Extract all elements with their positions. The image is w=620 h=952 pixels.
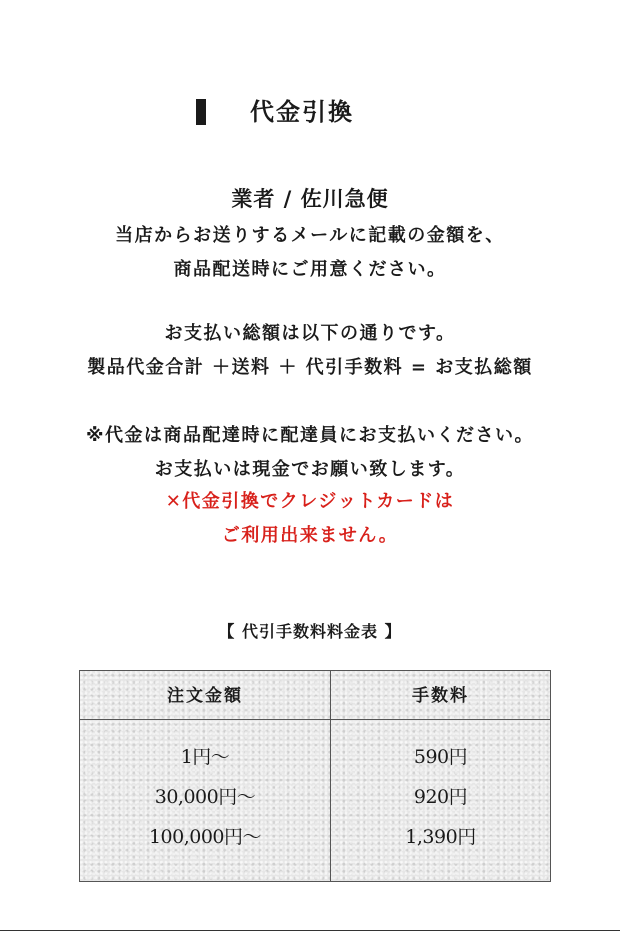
table-header-divider	[80, 719, 550, 720]
fee-table	[79, 670, 551, 882]
no-credit-warning-2: ご利用出来ません。	[221, 525, 399, 546]
instruction-line-1: 当店からお送りするメールに記載の金額を、	[115, 225, 505, 246]
header-order-amount: 注文金額	[167, 686, 243, 706]
cash-only-line	[0, 456, 620, 484]
section-heading	[0, 96, 620, 130]
no-credit-warning-1: ✕代金引換でクレジットカードは	[165, 491, 455, 512]
header-fee: 手数料	[412, 686, 469, 706]
heading-bar-icon	[196, 99, 206, 125]
order-amount-column	[80, 737, 330, 857]
order-amount-cell: 30,000円〜	[154, 786, 256, 808]
payment-note-line: ※代金は商品配達時に配達員にお支払いください。	[86, 425, 534, 446]
cash-emphasis: 現金	[252, 459, 292, 480]
fee-cell: 590円	[413, 746, 468, 768]
page-title: 代金引換	[250, 98, 354, 126]
total-formula-line: 製品代金合計 ＋送料 ＋ 代引手数料 = お支払総額	[87, 357, 533, 378]
order-amount-cell: 100,000円〜	[148, 826, 262, 848]
fee-cell: 1,390円	[405, 826, 476, 848]
fee-cell: 920円	[413, 786, 468, 808]
cash-only-post: でお願い致します。	[291, 459, 466, 480]
bottom-divider	[0, 930, 620, 931]
instruction-line-2: 商品配送時にご用意ください。	[173, 259, 447, 280]
fee-table-title: 【 代引手数料料金表 】	[218, 622, 402, 641]
total-intro-line: お支払い総額は以下の通りです。	[164, 323, 456, 344]
cash-only-pre: お支払いは	[154, 459, 253, 480]
fee-column	[331, 737, 550, 857]
carrier-label: 業者 / 佐川急便	[231, 187, 389, 211]
order-amount-cell: 1円〜	[180, 746, 230, 768]
